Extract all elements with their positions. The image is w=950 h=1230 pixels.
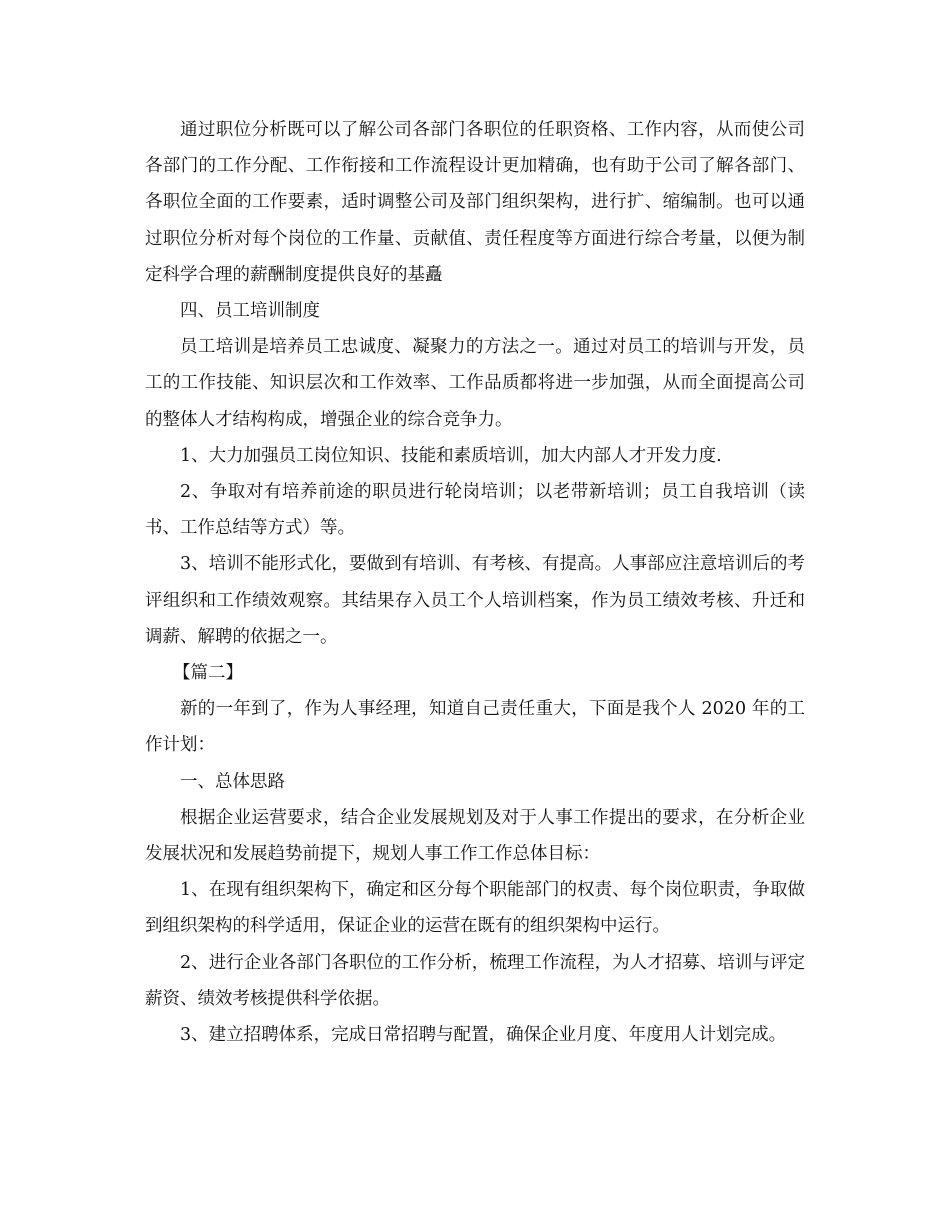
paragraph-training-item-3: 3、培训不能形式化，要做到有培训、有考核、有提高。人事部应注意培训后的考评组织和工作绩效观察。其结果存入员工个人培训档案，作为员工绩效考核、升迁和调薪、解聘的依据之一。 (145, 554, 805, 647)
paragraph-training-item-2: 2、争取对有培养前途的职员进行轮岗培训；以老带新培训；员工自我培训（读书、工作总结等方式）等。 (145, 482, 805, 539)
paragraph-goal-item-1: 1、在现有组织架构下，确定和区分每个职能部门的权责、每个岗位职责，争取做到组织架构的科学适用，保证企业的运营在既有的组织架构中运行。 (145, 880, 805, 937)
heading-training-system: 四、员工培训制度 (180, 301, 320, 322)
paragraph-new-year-intro: 新的一年到了，作为人事经理，知道自己责任重大，下面是我个人 2020 年的工作计划： (145, 699, 805, 756)
paragraph-goal-item-2: 2、进行企业各部门各职位的工作分析，梳理工作流程，为人才招募、培训与评定薪资、绩效考核提供科学依据。 (145, 952, 805, 1009)
paragraph-overall-goal: 根据企业运营要求，结合企业发展规划及对于人事工作提出的要求，在分析企业发展状况和发展趋势前提下，规划人事工作工作总体目标： (145, 807, 805, 865)
section-mark-part-two: 【篇二】 (173, 663, 243, 684)
document-page (145, 112, 805, 1053)
heading-overall-approach: 一、总体思路 (180, 771, 285, 792)
paragraph-training-item-1: 1、大力加强员工岗位知识、技能和素质培训，加大内部人才开发力度. (180, 445, 722, 466)
paragraph-goal-item-3: 3、建立招聘体系，完成日常招聘与配置，确保企业月度、年度用人计划完成。 (180, 1025, 787, 1046)
paragraph-job-analysis: 通过职位分析既可以了解公司各部门各职位的任职资格、工作内容，从而使公司各部门的工作分配、工作衔接和工作流程设计更加精确，也有助于公司了解各部门、各职位全面的工作要素，适时调整公司及部门组织架构，进行扩、缩编制。也可以通过职位分析对每个岗位的工作量、贡献值、责任程度等方面进行综合考量，以便为制定科学合理的薪酬制度提供良好的基矗 (145, 120, 805, 285)
paragraph-training-intro: 员工培训是培养员工忠诚度、凝聚力的方法之一。通过对员工的培训与开发，员工的工作技能、知识层次和工作效率、工作品质都将进一步加强，从而全面提高公司的整体人才结构构成，增强企业的综合竞争力。 (145, 337, 805, 430)
